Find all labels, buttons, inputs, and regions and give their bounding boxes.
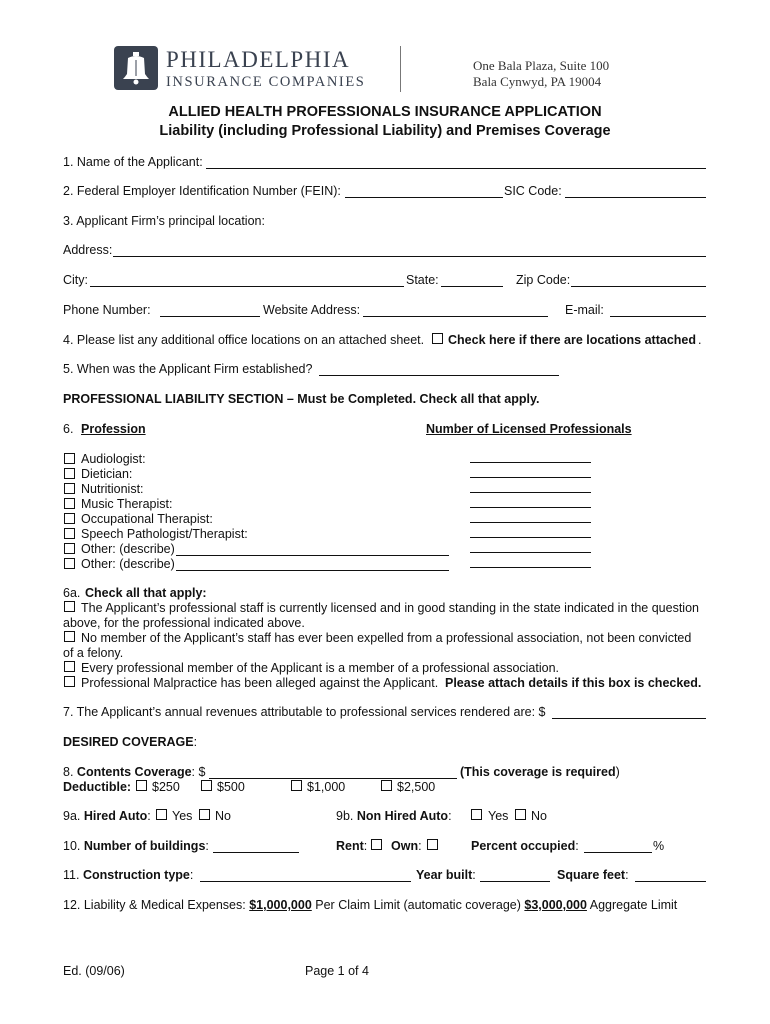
address-field[interactable] [113,256,706,257]
contents-coverage-field[interactable] [209,778,457,779]
percent-occupied-field[interactable] [584,852,652,853]
q4-check-label: Check here if there are locations attached [448,333,697,347]
profession-checkbox[interactable] [64,513,75,524]
sic-field[interactable] [565,197,706,198]
profession-checkbox[interactable] [64,468,75,479]
q6a-item3: Every professional member of the Applicant is a member of a professional association. [81,661,560,675]
applicant-name-field[interactable] [206,168,706,169]
revenues-field[interactable] [552,718,706,719]
percent-occupied-label: Percent occupied: [471,839,579,853]
construction-type-field[interactable] [200,881,411,882]
company-address-line2: Bala Cynwyd, PA 19004 [473,74,602,89]
q1-label: 1. Name of the Applicant: [63,155,203,169]
profession-label: Audiologist: [81,452,146,466]
profession-label: Occupational Therapist: [81,512,213,526]
q6a-item2-line1: No member of the Applicant’s staff has ever been expelled from a professional association, not been convicted [81,631,692,645]
sic-label: SIC Code: [504,184,562,198]
licensed-count-field[interactable] [470,537,591,538]
profession-checkbox[interactable] [64,558,75,569]
header-divider [400,46,401,92]
deductible-500-label: $500 [217,780,245,794]
square-feet-field[interactable] [635,881,706,882]
licensed-count-field[interactable] [470,552,591,553]
q4-period: . [698,333,702,347]
page-number: Page 1 of 4 [305,964,369,978]
other-describe-field[interactable] [176,555,449,556]
professional-section-title: PROFESSIONAL LIABILITY SECTION – Must be Completed. Check all that apply. [63,392,540,406]
logo [114,46,158,90]
hired-auto-yes-label: Yes [172,809,193,823]
q5-label: 5. When was the Applicant Firm established? [63,362,313,376]
square-feet-label: Square feet: [557,868,629,882]
deductible-500-checkbox[interactable] [201,780,212,791]
fein-field[interactable] [345,197,503,198]
licensed-count-field[interactable] [470,522,591,523]
profession-checkbox[interactable] [64,453,75,464]
zip-label: Zip Code: [516,273,571,287]
non-hired-auto-yes-checkbox[interactable] [471,809,482,820]
profession-label: Nutritionist: [81,482,144,496]
q7-label: 7. The Applicant’s annual revenues attributable to professional services rendered are: $ [63,705,546,719]
q12-text: 12. Liability & Medical Expenses: $1,000,000 Per Claim Limit (automatic coverage) $3,000,000 Aggregate Limit [63,898,678,912]
address-label: Address: [63,243,113,257]
profession-checkbox[interactable] [64,483,75,494]
website-label: Website Address: [263,303,361,317]
q6a-association-member-checkbox[interactable] [64,661,75,672]
buildings-field[interactable] [213,852,299,853]
q10-label: 10. Number of buildings: [63,839,209,853]
phone-label: Phone Number: [63,303,151,317]
other-describe-field[interactable] [176,570,449,571]
hired-auto-yes-checkbox[interactable] [156,809,167,820]
profession-header: Profession [81,422,146,436]
company-address-line1: One Bala Plaza, Suite 100 [473,58,610,73]
form-title: ALLIED HEALTH PROFESSIONALS INSURANCE APPLICATION [168,104,602,120]
desired-coverage-title: DESIRED COVERAGE: [63,735,198,749]
licensed-count-field[interactable] [470,492,591,493]
q6a-item2-line2: of a felony. [63,646,124,660]
q9b-label: 9b. Non Hired Auto: [336,809,452,823]
q6a-malpractice-checkbox[interactable] [64,676,75,687]
non-hired-auto-yes-label: Yes [488,809,509,823]
q8-required-note: (This coverage is required) [460,765,620,779]
q6a-item4: Professional Malpractice has been alleged against the Applicant. [81,676,439,690]
q6a-item4-note: Please attach details if this box is checked. [445,676,702,690]
deductible-2500-checkbox[interactable] [381,780,392,791]
q9a-label: 9a. Hired Auto: [63,809,151,823]
own-label: Own: [391,839,422,853]
percent-sign: % [653,839,665,853]
licensed-count-field[interactable] [470,477,591,478]
q6a-item1-line2: above, for the professional indicated above. [63,616,305,630]
website-field[interactable] [363,316,548,317]
profession-label: Other: (describe) [81,557,175,571]
profession-checkbox[interactable] [64,528,75,539]
company-subtitle: INSURANCE COMPANIES [166,74,366,90]
q8-label: 8. Contents Coverage: $ [63,765,206,779]
q11-label: 11. Construction type: [63,868,194,882]
email-field[interactable] [610,316,706,317]
email-label: E-mail: [565,303,604,317]
edition-label: Ed. (09/06) [63,964,125,978]
rent-label: Rent: [336,839,368,853]
deductible-1000-label: $1,000 [307,780,346,794]
phone-field[interactable] [160,316,260,317]
q4-label: 4. Please list any additional office locations on an attached sheet. [63,333,425,347]
form-subtitle: Liability (including Professional Liability) and Premises Coverage [159,123,611,139]
city-label: City: [63,273,88,287]
established-field[interactable] [319,375,559,376]
city-field[interactable] [90,286,404,287]
profession-label: Other: (describe) [81,542,175,556]
hired-auto-no-label: No [215,809,231,823]
deductible-2500-label: $2,500 [397,780,436,794]
company-name: PHILADELPHIA [166,47,351,72]
hired-auto-no-checkbox[interactable] [199,809,210,820]
licensed-professionals-header: Number of Licensed Professionals [426,422,632,436]
profession-checkbox[interactable] [64,498,75,509]
profession-label: Music Therapist: [81,497,173,511]
q6-number: 6. [63,422,74,436]
deductible-250-label: $250 [152,780,180,794]
q6a-not-expelled-checkbox[interactable] [64,631,75,642]
non-hired-auto-no-checkbox[interactable] [515,809,526,820]
state-field[interactable] [441,286,503,287]
profession-label: Dietician: [81,467,133,481]
profession-checkbox[interactable] [64,543,75,554]
liberty-bell-icon [114,46,158,90]
own-checkbox[interactable] [427,839,438,850]
deductible-1000-checkbox[interactable] [291,780,302,791]
licensed-count-field[interactable] [470,507,591,508]
year-built-field[interactable] [480,881,550,882]
deductible-250-checkbox[interactable] [136,780,147,791]
profession-label: Speech Pathologist/Therapist: [81,527,248,541]
q6a-prefix: 6a. [63,586,81,600]
deductible-label: Deductible: [63,780,132,794]
year-built-label: Year built: [416,868,476,882]
q6a-item1-line1: The Applicant’s professional staff is currently licensed and in good standing in the state indicated in the question [81,601,699,615]
q6a-title: Check all that apply: [85,586,207,600]
licensed-count-field[interactable] [470,462,591,463]
zip-field[interactable] [571,286,706,287]
locations-attached-checkbox[interactable] [432,333,443,344]
q2-label: 2. Federal Employer Identification Number (FEIN): [63,184,341,198]
non-hired-auto-no-label: No [531,809,547,823]
q3-label: 3. Applicant Firm’s principal location: [63,214,265,228]
rent-checkbox[interactable] [371,839,382,850]
state-label: State: [406,273,439,287]
licensed-count-field[interactable] [470,567,591,568]
q6a-licensed-checkbox[interactable] [64,601,75,612]
